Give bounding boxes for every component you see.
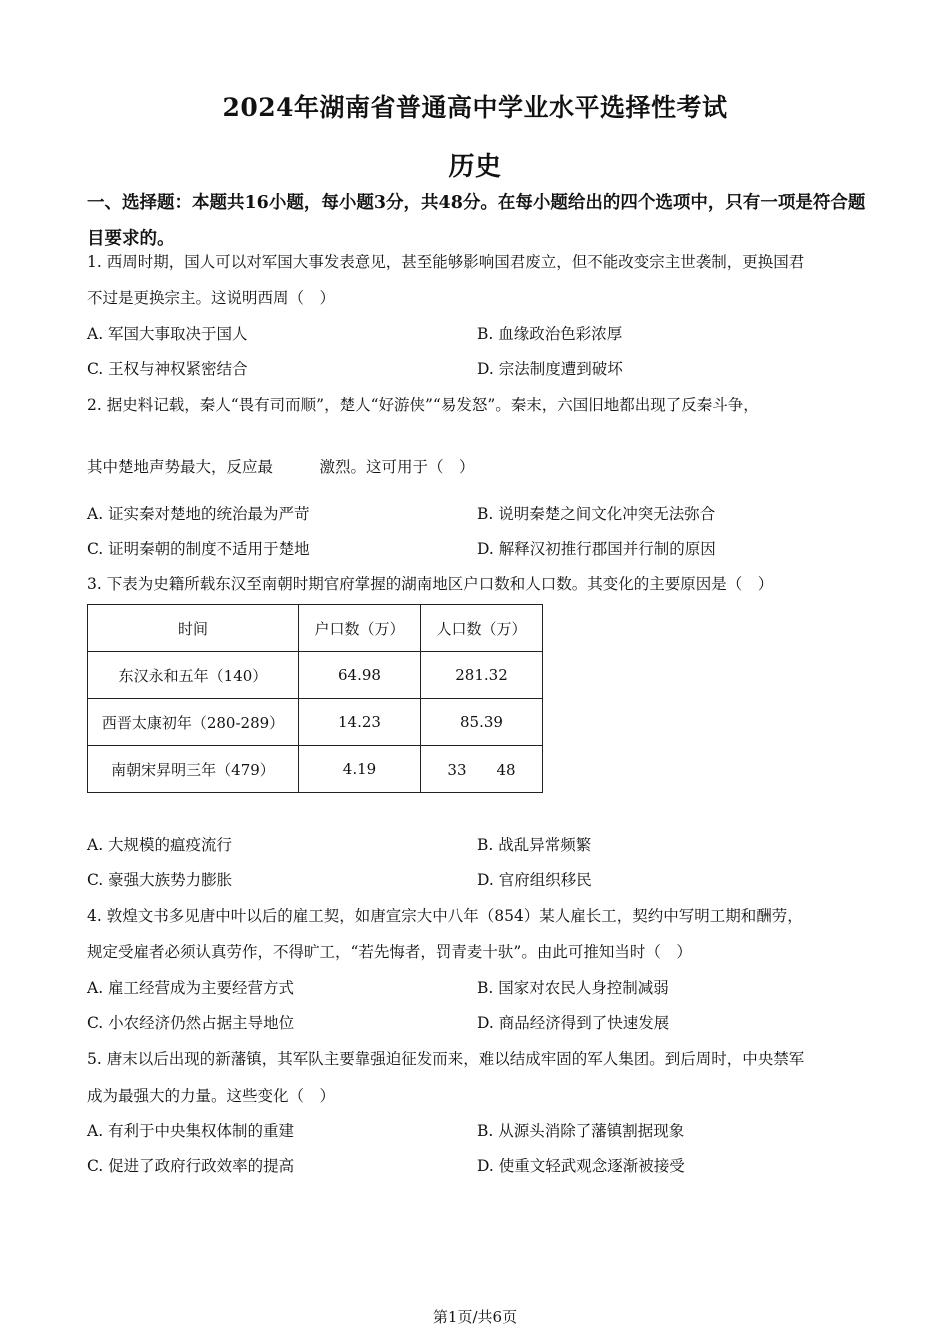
table-header-households: 户口数（万） (299, 605, 421, 652)
table-header-time: 时间 (88, 605, 299, 652)
question-1-line-2: 不过是更换宗主。这说明西周（ ） (87, 289, 336, 307)
question-3-option-b: B. 战乱异常频繁 (477, 836, 592, 854)
question-5-option-b: B. 从源头消除了藩镇割据现象 (477, 1122, 685, 1140)
question-4-line-1: 4. 敦煌文书多见唐中叶以后的雇工契，如唐宣宗大中八年（854）某人雇长工，契约中写明工期和酬劳， (87, 907, 803, 925)
table-row (88, 652, 543, 699)
question-3-option-d: D. 官府组织移民 (477, 871, 592, 889)
table-cell-households: 4.19 (299, 746, 421, 793)
table-cell-population: 281.32 (421, 652, 543, 699)
question-3-option-c: C. 豪强大族势力膨胀 (87, 871, 233, 889)
question-5-option-d: D. 使重文轻武观念逐渐被接受 (477, 1157, 685, 1175)
question-5-option-c: C. 促进了政府行政效率的提高 (87, 1157, 295, 1175)
question-1-line-1: 1. 西周时期，国人可以对军国大事发表意见，甚至能够影响国君废立，但不能改变宗主世袭制，更换国君 (87, 253, 805, 271)
question-2-option-b: B. 说明秦楚之间文化冲突无法弥合 (477, 505, 716, 523)
question-4-option-d: D. 商品经济得到了快速发展 (477, 1014, 670, 1032)
table-row (88, 699, 543, 746)
question-5-line-1: 5. 唐末以后出现的新藩镇，其军队主要靠强迫征发而来，难以结成牢固的军人集团。到后周时，中央禁军 (87, 1050, 805, 1068)
population-table (87, 604, 543, 793)
table-cell-households: 14.23 (299, 699, 421, 746)
question-4-line-2: 规定受雇者必须认真劳作，不得旷工，“若先悔者，罚青麦十驮”。由此可推知当时（ ） (87, 943, 692, 961)
question-3-line-1: 3. 下表为史籍所载东汉至南朝时期官府掌握的湖南地区户口数和人口数。其变化的主要原因是（ ） (87, 575, 774, 593)
section-heading: 一、选择题：本题共16小题，每小题3分，共48分。在每小题给出的四个选项中，只有一项是符合题目要求的。 (87, 193, 866, 249)
question-5-option-a: A. 有利于中央集权体制的重建 (87, 1122, 295, 1140)
table-header-row (88, 605, 543, 652)
question-5-line-2: 成为最强大的力量。这些变化（ ） (87, 1087, 336, 1105)
page-number: 第1页/共6页 (432, 1308, 518, 1326)
table-row (88, 746, 543, 793)
question-1-option-c: C. 王权与神权紧密结合 (87, 360, 248, 378)
question-4-option-a: A. 雇工经营成为主要经营方式 (87, 979, 295, 997)
question-4-option-b: B. 国家对农民人身控制减弱 (477, 979, 669, 997)
question-1-option-b: B. 血缘政治色彩浓厚 (477, 325, 623, 343)
table-cell-population: 33 48 (421, 746, 543, 793)
table-cell-households: 64.98 (299, 652, 421, 699)
question-2-line-2: 其中楚地声势最大，反应最 激烈。这可用于（ ） (87, 458, 475, 476)
table-cell-time: 西晋太康初年（280-289） (88, 699, 299, 746)
question-2-option-d: D. 解释汉初推行郡国并行制的原因 (477, 540, 716, 558)
table-header-population: 人口数（万） (421, 605, 543, 652)
question-2-option-c: C. 证明秦朝的制度不适用于楚地 (87, 540, 310, 558)
subject-title: 历史 (448, 152, 502, 182)
question-1-option-d: D. 宗法制度遭到破坏 (477, 360, 623, 378)
table-cell-time: 东汉永和五年（140） (88, 652, 299, 699)
exam-title: 2024年湖南省普通高中学业水平选择性考试 (222, 93, 728, 122)
question-2-option-a: A. 证实秦对楚地的统治最为严苛 (87, 505, 310, 523)
question-4-option-c: C. 小农经济仍然占据主导地位 (87, 1014, 295, 1032)
table-cell-time: 南朝宋昇明三年（479） (88, 746, 299, 793)
question-3-option-a: A. 大规模的瘟疫流行 (87, 836, 233, 854)
question-1-option-a: A. 军国大事取决于国人 (87, 325, 248, 343)
question-2-line-1: 2. 据史料记载，秦人“畏有司而顺”，楚人“好游侠”“易发怒”。秦末，六国旧地都出现了反秦斗争， (87, 396, 759, 414)
table-cell-population: 85.39 (421, 699, 543, 746)
